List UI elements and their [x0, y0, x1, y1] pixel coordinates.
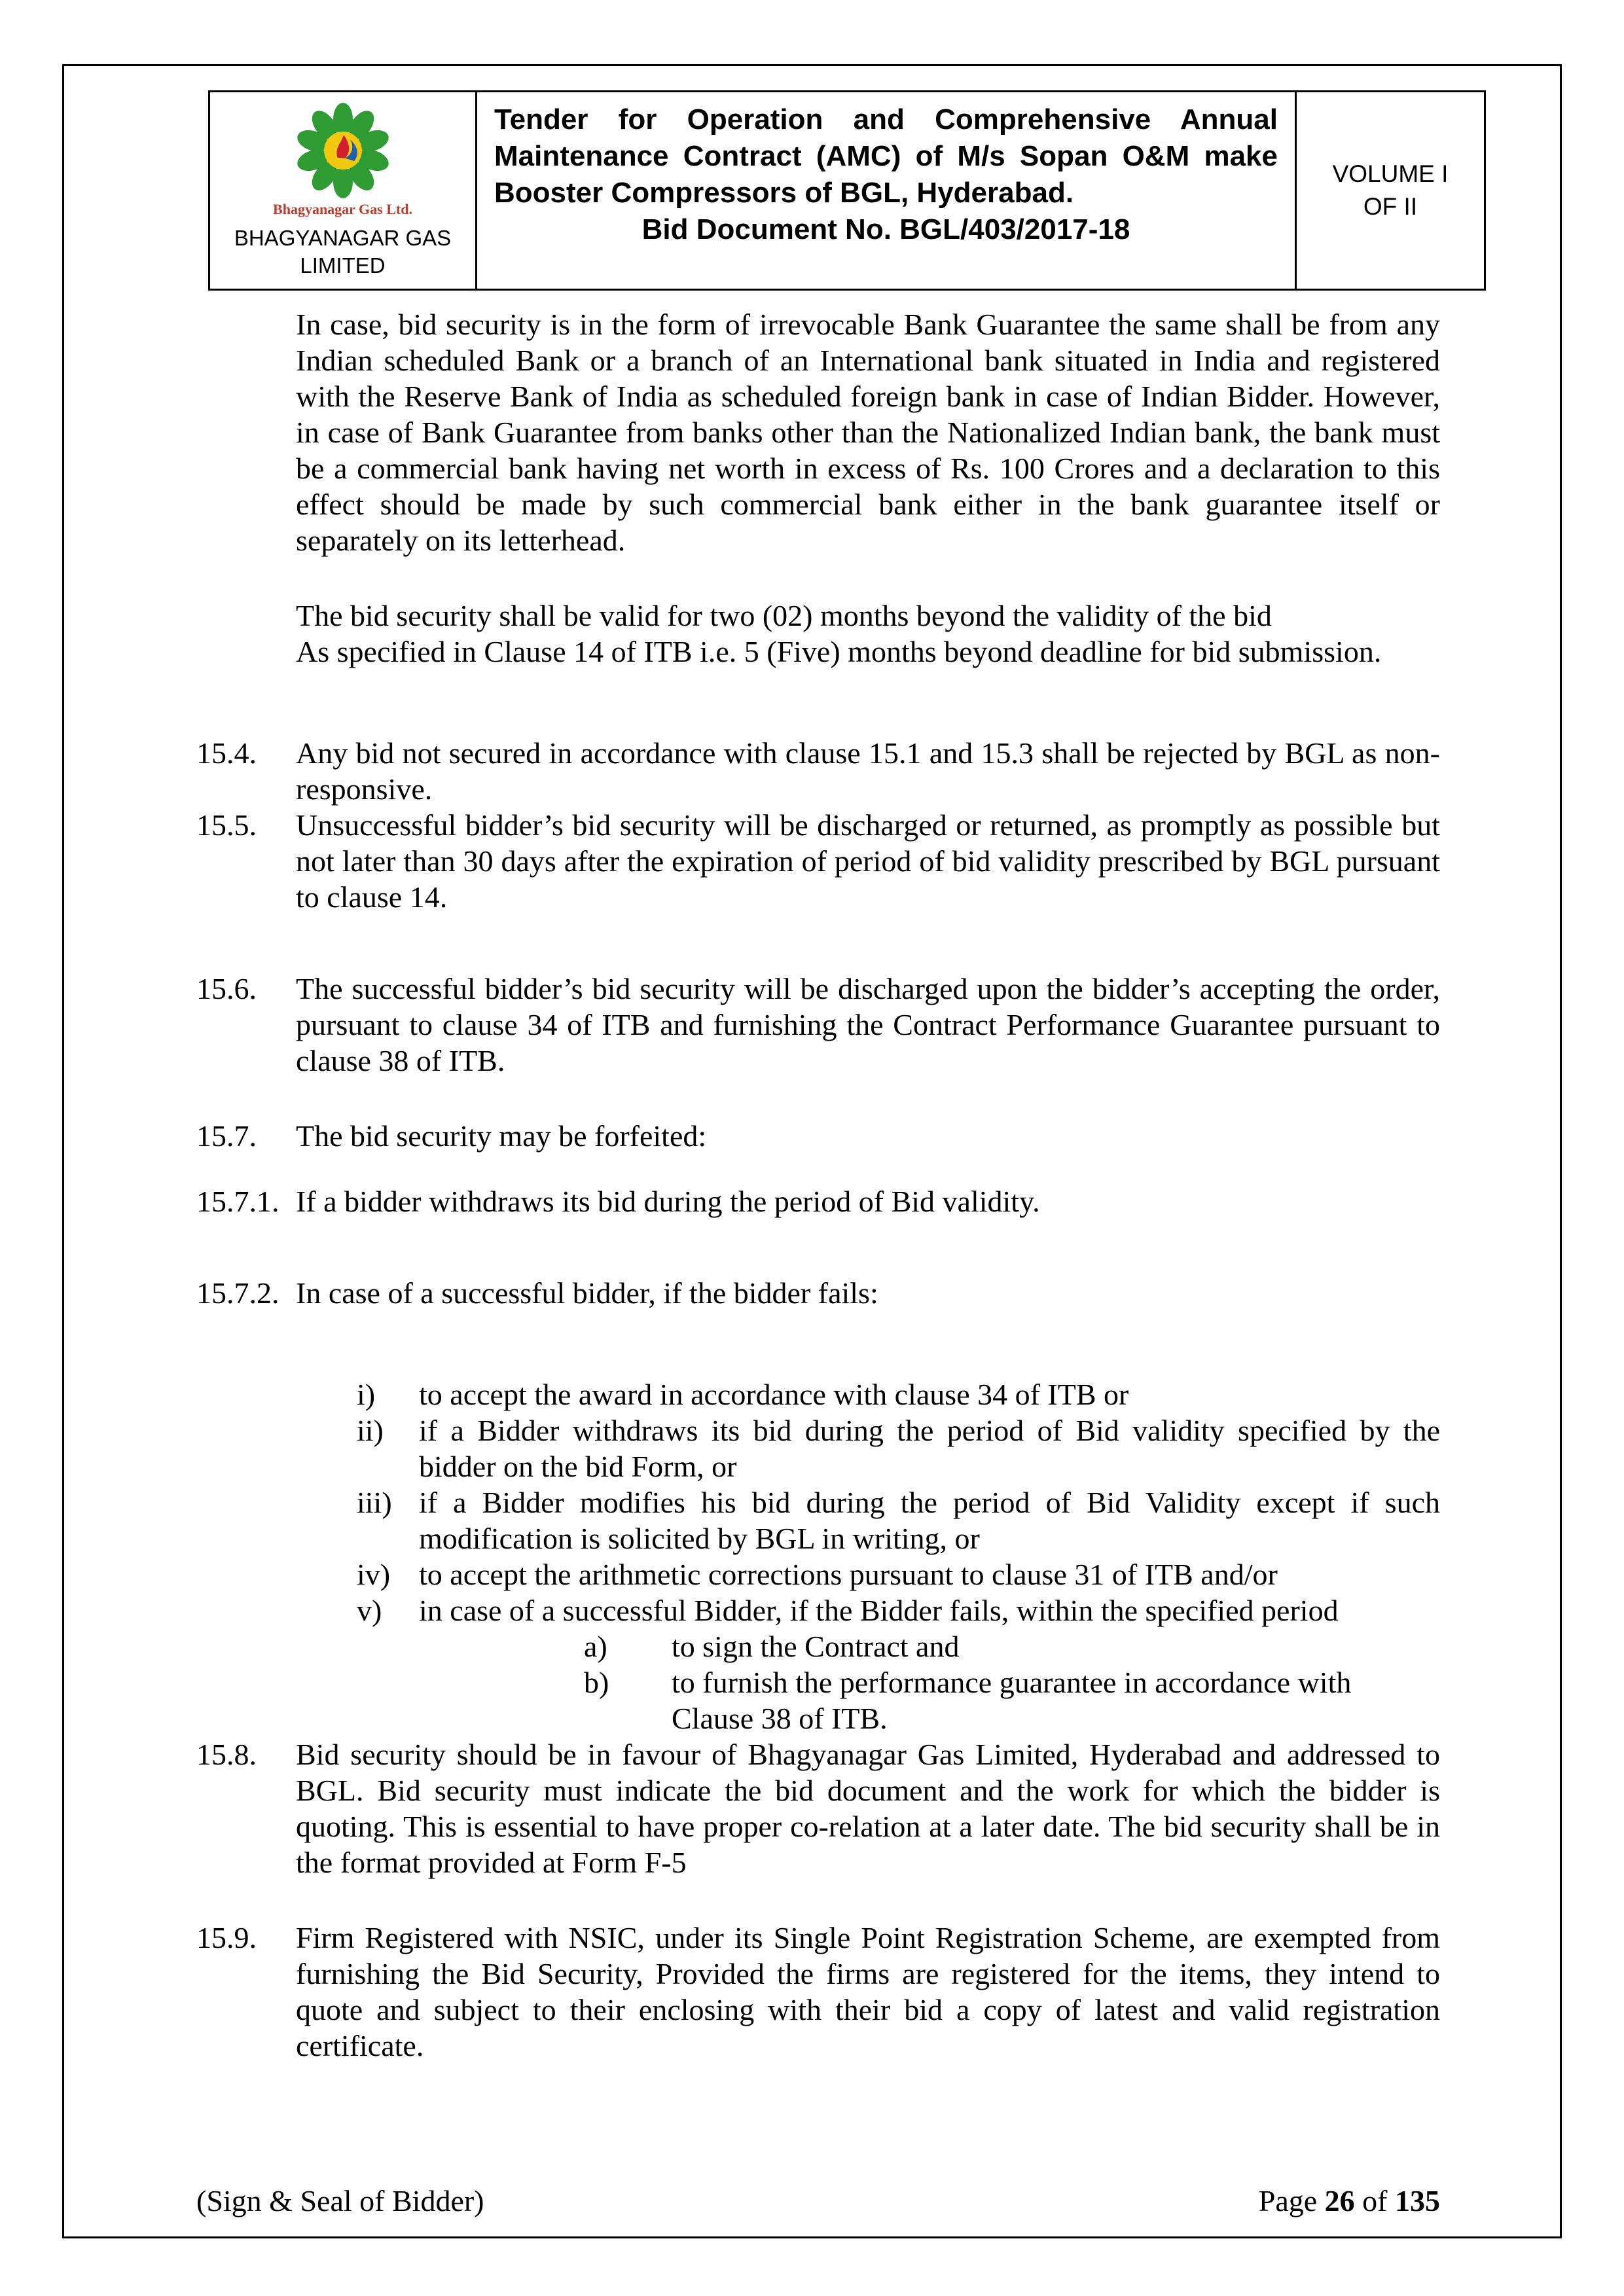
list-marker: iii)	[357, 1486, 392, 1519]
letter-item-b	[584, 1664, 1440, 1736]
page-label: Page	[1258, 2184, 1318, 2217]
list-text: to sign the Contract and	[672, 1630, 960, 1663]
clause-15-9	[196, 1920, 1440, 2064]
roman-item-i	[357, 1376, 1440, 1412]
org-name-line1: BHAGYANAGAR GAS	[234, 226, 452, 250]
clause-15-8	[196, 1736, 1440, 1880]
roman-item-v	[357, 1592, 1440, 1628]
list-text: in case of a successful Bidder, if the Bidder fails, within the specified period	[419, 1594, 1339, 1627]
clause-text: If a bidder withdraws its bid during the period of Bid validity.	[296, 1185, 1040, 1218]
list-text: to accept the arithmetic corrections pursuant to clause 31 of ITB and/or	[419, 1558, 1278, 1591]
page-footer	[196, 2183, 1440, 2219]
clause-15-4	[196, 735, 1440, 807]
bid-doc-number: Bid Document No. BGL/403/2017-18	[641, 213, 1130, 245]
list-marker: ii)	[357, 1414, 384, 1447]
clause-number: 15.7.1.	[196, 1185, 280, 1218]
page-current: 26	[1324, 2184, 1355, 2217]
clause-text: In case of a successful bidder, if the bidder fails:	[296, 1276, 878, 1310]
clause-text: Firm Registered with NSIC, under its Single Point Registration Scheme, are exempted from furnishing the Bid Security, Provided the firms are registered for the items, they intend to quote and subject to their enclosing with their bid a copy of latest and valid registration certificate.	[296, 1921, 1440, 2062]
logo-caption: Bhagyanagar Gas Ltd.	[273, 201, 412, 217]
list-marker: a)	[584, 1630, 607, 1663]
paragraph-bid-security-validity	[296, 598, 1440, 670]
list-text: if a Bidder withdraws its bid during the period of Bid validity specified by the bidder on the bid Form, or	[419, 1414, 1440, 1483]
clause-number: 15.8.	[196, 1738, 257, 1771]
paragraph-line: The bid security shall be valid for two (02) months beyond the validity of the bid	[296, 599, 1272, 632]
clause-number: 15.7.2.	[196, 1276, 280, 1310]
list-marker: b)	[584, 1666, 609, 1699]
tender-title: Tender for Operation and Comprehensive Annual Maintenance Contract (AMC) of M/s Sopan O&M make Booster Compressors of BGL, Hyderabad.	[494, 103, 1278, 209]
title-cell	[477, 92, 1297, 289]
volume-cell	[1297, 92, 1484, 289]
clause-15-7-1	[196, 1183, 1440, 1219]
clause-15-7-2	[196, 1275, 1440, 1311]
paragraph-line: As specified in Clause 14 of ITB i.e. 5 (Five) months beyond deadline for bid submission.	[296, 635, 1382, 668]
page-total: 135	[1395, 2184, 1440, 2217]
volume-line1: VOLUME I	[1332, 160, 1449, 187]
clause-text: The successful bidder’s bid security will be discharged upon the bidder’s accepting the order, pursuant to clause 34 of ITB and furnishing the Contract Performance Guarantee pursuant to clause 38 of ITB.	[296, 972, 1440, 1077]
sign-seal-label: (Sign & Seal of Bidder)	[196, 2184, 484, 2217]
paragraph-bank-guarantee: In case, bid security is in the form of irrevocable Bank Guarantee the same shall be from any Indian scheduled Bank or a branch of an International bank situated in India and registered with the Reserve Bank of India as scheduled foreign bank in case of Indian Bidder. However, in case of Bank Guarantee from banks other than the Nationalized Indian bank, the bank must be a commercial bank having net worth in excess of Rs. 100 Crores and a declaration to this effect should be made by such commercial bank either in the bank guarantee itself or separately on its letterhead.	[296, 308, 1440, 557]
clause-text: Unsuccessful bidder’s bid security will be discharged or returned, as promptly as possible but not later than 30 days after the expiration of period of bid validity prescribed by BGL pursuant to clause 14.	[296, 808, 1440, 914]
clause-15-6	[196, 971, 1440, 1079]
document-body	[196, 306, 1440, 2064]
volume-line2: OF II	[1363, 193, 1418, 220]
org-name	[234, 224, 451, 279]
logo-cell	[210, 92, 477, 289]
letter-item-a	[584, 1628, 1440, 1664]
clause-text: The bid security may be forfeited:	[296, 1119, 707, 1153]
roman-item-iii	[357, 1484, 1440, 1556]
roman-item-ii	[357, 1412, 1440, 1484]
clause-number: 15.7.	[196, 1119, 257, 1153]
clause-text: Any bid not secured in accordance with clause 15.1 and 15.3 shall be rejected by BGL as non-responsive.	[296, 736, 1440, 806]
roman-item-iv	[357, 1556, 1440, 1592]
clause-number: 15.5.	[196, 808, 257, 842]
list-text: to accept the award in accordance with clause 34 of ITB or	[419, 1378, 1129, 1411]
list-marker: i)	[357, 1378, 376, 1411]
clause-number: 15.4.	[196, 736, 257, 770]
bgl-logo-icon	[294, 101, 392, 200]
clause-number: 15.6.	[196, 972, 257, 1005]
list-text: to furnish the performance guarantee in accordance with Clause 38 of ITB.	[672, 1666, 1352, 1735]
list-marker: v)	[357, 1594, 382, 1627]
clause-15-7	[196, 1118, 1440, 1154]
list-marker: iv)	[357, 1558, 391, 1591]
list-text: if a Bidder modifies his bid during the period of Bid Validity except if such modification is solicited by BGL in writing, or	[419, 1486, 1440, 1555]
page-number	[1259, 2183, 1440, 2219]
clause-15-5	[196, 807, 1440, 915]
clause-number: 15.9.	[196, 1921, 257, 1954]
of-label: of	[1362, 2184, 1388, 2217]
org-name-line2: LIMITED	[300, 253, 386, 278]
header-table	[208, 90, 1486, 291]
clause-text: Bid security should be in favour of Bhagyanagar Gas Limited, Hyderabad and addressed to BGL. Bid security must indicate the bid document and the work for which the bidder is quoting. This is essential to have proper co-relation at a later date. The bid security shall be in the format provided at Form F-5	[296, 1738, 1440, 1879]
